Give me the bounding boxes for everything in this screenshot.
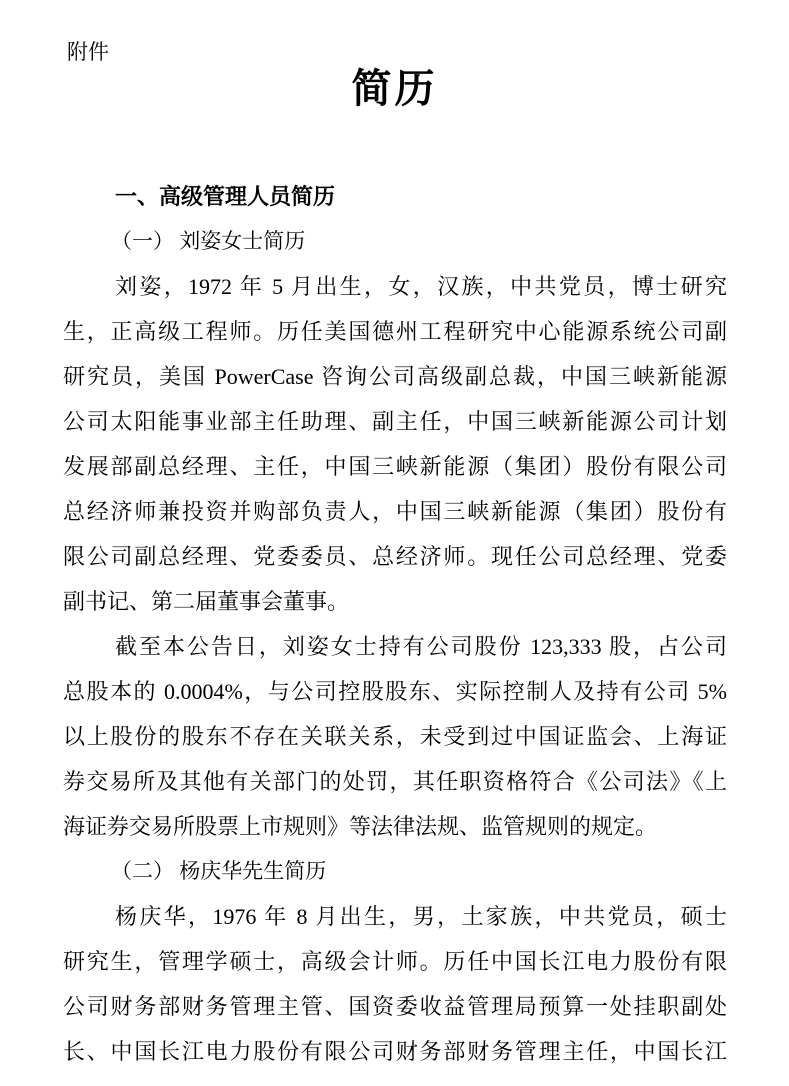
body-line: 以上股份的股东不存在关联关系，未受到过中国证监会、上海证 [63, 724, 727, 749]
body-line: 杨庆华，1976 年 8 月出生，男，土家族，中共党员，硕士 [115, 904, 727, 929]
sub-heading: （二） 杨庆华先生简历 [111, 859, 327, 883]
sub-heading: （一） 刘姿女士简历 [111, 229, 306, 253]
body-line: 发展部副总经理、主任，中国三峡新能源（集团）股份有限公司 [63, 454, 727, 479]
body-line: 公司财务部财务管理主管、国资委收益管理局预算一处挂职副处 [63, 994, 727, 1019]
body-line: 总经济师兼投资并购部负责人，中国三峡新能源（集团）股份有 [63, 499, 727, 524]
body-line: 截至本公告日，刘姿女士持有公司股份 123,333 股，占公司 [115, 634, 727, 659]
body-line: 总股本的 0.0004%，与公司控股股东、实际控制人及持有公司 5% [63, 679, 727, 704]
body-line: 研究员，美国 PowerCase 咨询公司高级副总裁，中国三峡新能源 [63, 364, 727, 389]
body-line: 生，正高级工程师。历任美国德州工程研究中心能源系统公司副 [63, 319, 727, 344]
section-heading: 一、高级管理人员简历 [115, 184, 336, 209]
body-line: 海证券交易所股票上市规则》等法律法规、监管规则的规定。 [63, 814, 658, 839]
body-line: 公司太阳能事业部主任助理、副主任，中国三峡新能源公司计划 [63, 409, 727, 434]
body-line: 副书记、第二届董事会董事。 [63, 589, 350, 614]
body-line: 刘姿，1972 年 5 月出生，女，汉族，中共党员，博士研究 [115, 274, 727, 299]
body-line: 研究生，管理学硕士，高级会计师。历任中国长江电力股份有限 [63, 949, 727, 974]
attachment-label: 附件 [67, 41, 109, 64]
document-body [63, 174, 727, 1074]
body-line: 限公司副总经理、党委委员、总经济师。现任公司总经理、党委 [63, 544, 727, 569]
body-line: 长、中国长江电力股份有限公司财务部财务管理主任，中国长江 [63, 1039, 727, 1064]
document-title: 简历 [351, 66, 438, 111]
body-line: 券交易所及其他有关部门的处罚，其任职资格符合《公司法》《上 [63, 769, 727, 794]
